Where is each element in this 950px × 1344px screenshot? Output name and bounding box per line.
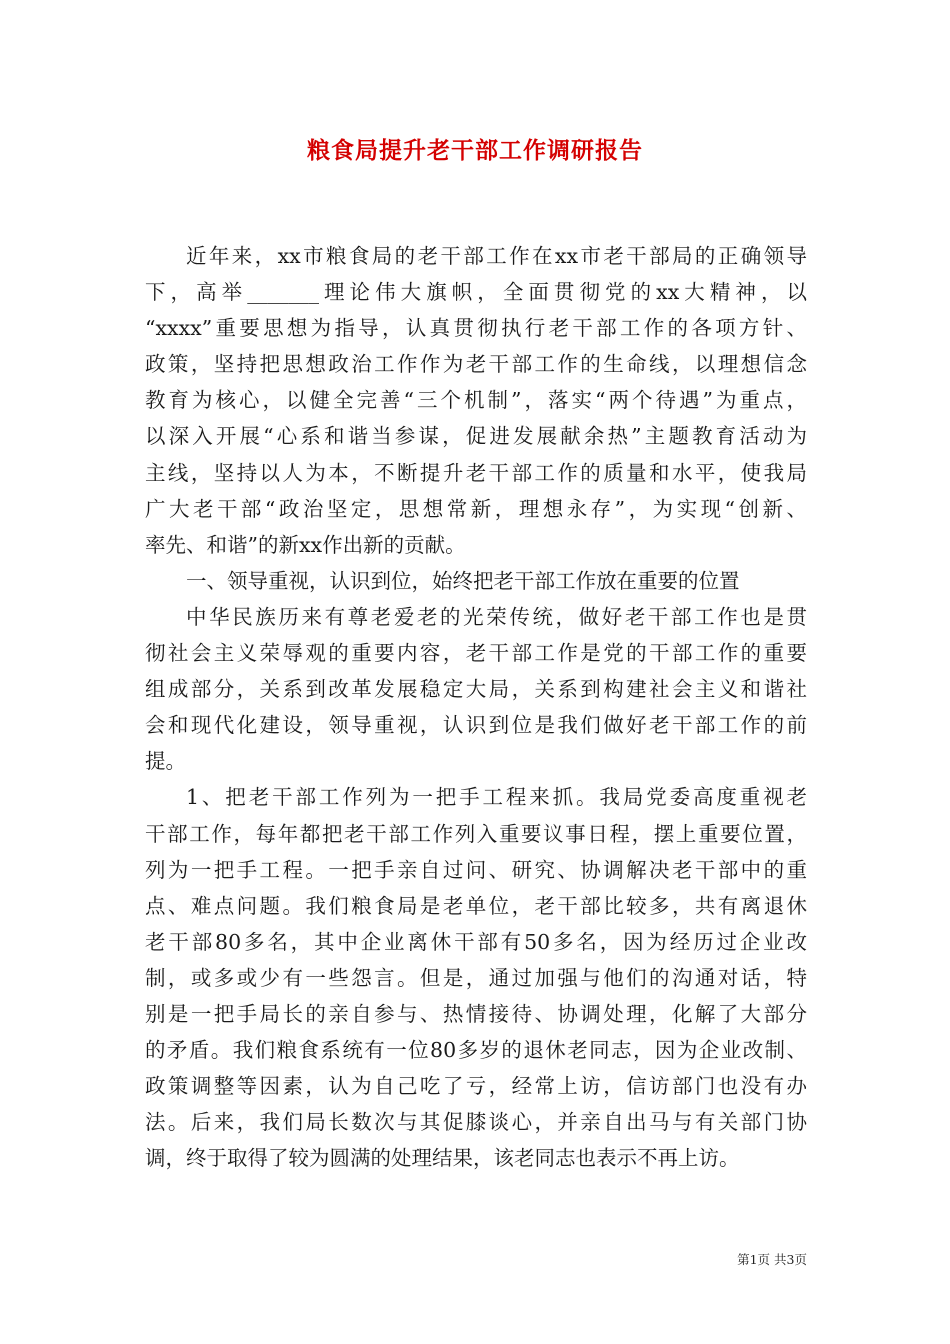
text-line: 列为一把手工程。一把手亲自过问、研究、协调解决老干部中的重: [145, 857, 807, 882]
document-title: 粮食局提升老干部工作调研报告: [307, 137, 643, 164]
document-body: [145, 238, 807, 1176]
text-line: 一、领导重视，认识到位，始终把老干部工作放在重要的位置: [186, 568, 740, 593]
text-line: 调，终于取得了较为圆满的处理结果，该老同志也表示不再上访。: [145, 1146, 740, 1171]
text-line: 以深入开展“心系和谐当参谋，促进发展献余热”主题教育活动为: [145, 424, 807, 449]
text-line: “xxxx”重要思想为指导，认真贯彻执行老干部工作的各项方针、: [145, 316, 807, 341]
text-line: 政策，坚持把思想政治工作作为老干部工作的生命线，以理想信念: [145, 352, 807, 377]
text-line: 1、把老干部工作列为一把手工程来抓。我局党委高度重视老: [186, 785, 807, 810]
page-number-footer: 第1页 共3页: [737, 1252, 807, 1267]
text-line: 老干部80多名，其中企业离休干部有50多名，因为经历过企业改: [145, 929, 807, 954]
text-line: 中华民族历来有尊老爱老的光荣传统，做好老干部工作也是贯: [186, 604, 807, 629]
text-line: 政策调整等因素，认为自己吃了亏，经常上访，信访部门也没有办: [145, 1074, 807, 1099]
text-line: 率先、和谐”的新xx作出新的贡献。: [145, 532, 466, 557]
text-line: 主线，坚持以人为本，不断提升老干部工作的质量和水平，使我局: [145, 460, 807, 485]
text-line: 提。: [145, 749, 186, 774]
text-line: 法。后来，我们局长数次与其促膝谈心，并亲自出马与有关部门协: [145, 1110, 807, 1135]
text-line: 的矛盾。我们粮食系统有一位80多岁的退休老同志，因为企业改制、: [145, 1038, 807, 1063]
text-line: 会和现代化建设，领导重视，认识到位是我们做好老干部工作的前: [145, 713, 807, 738]
text-line: 别是一把手局长的亲自参与、热情接待、协调处理，化解了大部分: [145, 1001, 807, 1026]
text-line: 干部工作，每年都把老干部工作列入重要议事日程，摆上重要位置，: [145, 821, 807, 846]
text-line: 彻社会主义荣辱观的重要内容，老干部工作是党的干部工作的重要: [145, 641, 807, 666]
text-line: 制，或多或少有一些怨言。但是，通过加强与他们的沟通对话，特: [145, 965, 807, 990]
text-line: 近年来，xx市粮食局的老干部工作在xx市老干部局的正确领导: [186, 244, 807, 268]
text-line: 点、难点问题。我们粮食局是老单位，老干部比较多，共有离退休: [145, 893, 807, 918]
text-line: 组成部分，关系到改革发展稳定大局，关系到构建社会主义和谐社: [145, 677, 807, 702]
text-line: 教育为核心，以健全完善“三个机制”，落实“两个待遇”为重点，: [145, 388, 807, 413]
text-line: 下，高举_______理论伟大旗帜，全面贯彻党的xx大精神，以: [145, 280, 807, 305]
text-line: 广大老干部“政治坚定，思想常新，理想永存”，为实现“创新、: [145, 496, 807, 521]
